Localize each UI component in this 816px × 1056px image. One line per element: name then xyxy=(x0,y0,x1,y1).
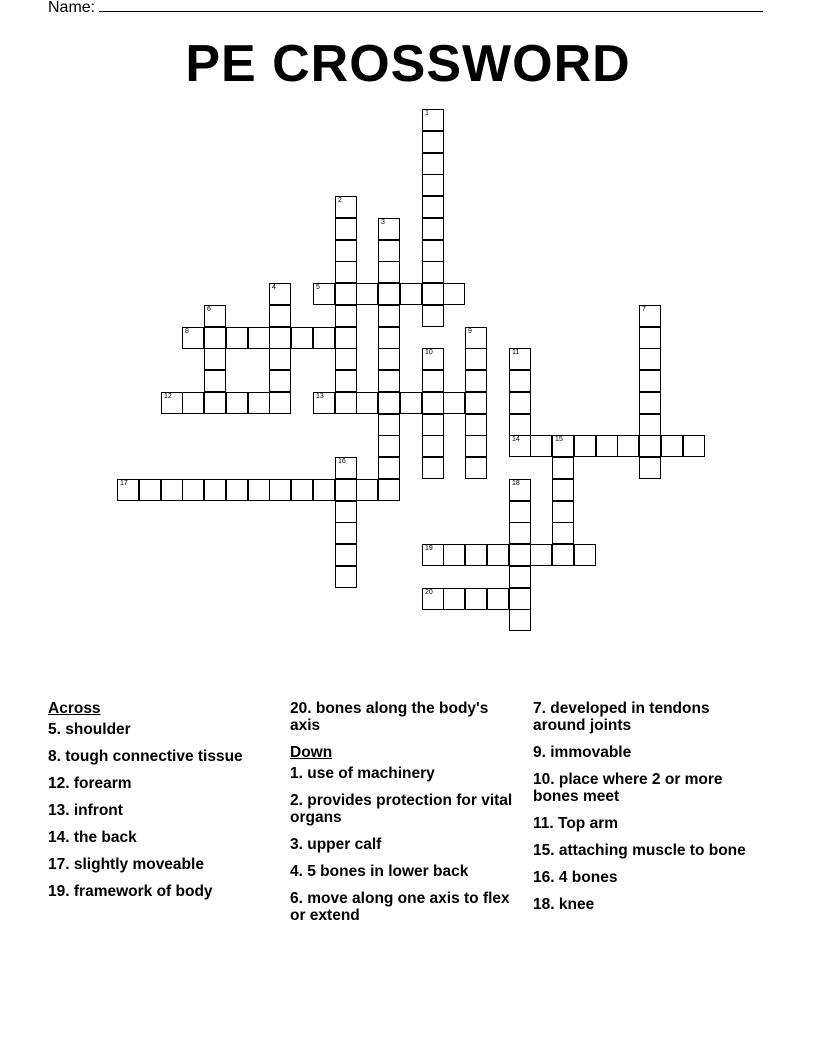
cell-number: 16 xyxy=(338,458,346,465)
grid-cell[interactable] xyxy=(269,392,291,414)
grid-cell[interactable] xyxy=(335,240,357,262)
clue-down-18: 18. knee xyxy=(533,896,595,913)
grid-cell[interactable] xyxy=(683,435,705,457)
grid-cell[interactable] xyxy=(509,348,531,370)
grid-cell[interactable] xyxy=(465,435,487,457)
grid-cell[interactable] xyxy=(422,153,444,175)
grid-cell[interactable] xyxy=(465,457,487,479)
cell-number: 10 xyxy=(425,349,433,356)
grid-cell[interactable] xyxy=(378,435,400,457)
clue-down-9: 9. immovable xyxy=(533,744,632,761)
grid-cell[interactable] xyxy=(422,370,444,392)
clue-down-1: 1. use of machinery xyxy=(290,765,435,782)
grid-cell[interactable] xyxy=(465,348,487,370)
grid-cell[interactable] xyxy=(313,283,335,305)
grid-cell[interactable] xyxy=(422,109,444,131)
grid-cell[interactable] xyxy=(443,283,465,305)
grid-cell[interactable] xyxy=(509,479,531,501)
grid-cell[interactable] xyxy=(204,392,226,414)
grid-cell[interactable] xyxy=(574,544,596,566)
cell-number: 15 xyxy=(555,436,563,443)
grid-cell[interactable] xyxy=(269,283,291,305)
clue-across-8: 8. tough connective tissue xyxy=(48,748,243,765)
cell-number: 18 xyxy=(512,480,520,487)
grid-cell[interactable] xyxy=(335,327,357,349)
grid-cell[interactable] xyxy=(422,261,444,283)
grid-cell[interactable] xyxy=(443,392,465,414)
grid-cell[interactable] xyxy=(335,261,357,283)
grid-cell[interactable] xyxy=(248,327,270,349)
clues-column-3 xyxy=(533,700,763,923)
grid-cell[interactable] xyxy=(269,370,291,392)
grid-cell[interactable] xyxy=(509,370,531,392)
grid-cell[interactable] xyxy=(639,392,661,414)
grid-cell[interactable] xyxy=(422,196,444,218)
grid-cell[interactable] xyxy=(422,218,444,240)
clue-across-19: 19. framework of body xyxy=(48,883,213,900)
grid-cell[interactable] xyxy=(422,588,444,610)
grid-cell[interactable] xyxy=(356,283,378,305)
grid-cell[interactable] xyxy=(335,479,357,501)
clue-down-10: 10. place where 2 or more bones meet xyxy=(533,771,723,805)
cell-number: 9 xyxy=(468,328,472,335)
grid-cell[interactable] xyxy=(182,479,204,501)
grid-cell[interactable] xyxy=(335,457,357,479)
cell-number: 7 xyxy=(642,306,646,313)
cell-number: 20 xyxy=(425,589,433,596)
grid-cell[interactable] xyxy=(335,305,357,327)
clue-down-4: 4. 5 bones in lower back xyxy=(290,863,469,880)
grid-cell[interactable] xyxy=(509,501,531,523)
grid-cell[interactable] xyxy=(422,174,444,196)
grid-cell[interactable] xyxy=(422,283,444,305)
grid-cell[interactable] xyxy=(269,305,291,327)
grid-cell[interactable] xyxy=(422,544,444,566)
grid-cell[interactable] xyxy=(530,544,552,566)
cell-number: 11 xyxy=(512,349,520,356)
grid-cell[interactable] xyxy=(422,392,444,414)
grid-cell[interactable] xyxy=(422,305,444,327)
grid-cell[interactable] xyxy=(335,544,357,566)
grid-cell[interactable] xyxy=(204,479,226,501)
grid-cell[interactable] xyxy=(226,327,248,349)
grid-cell[interactable] xyxy=(465,544,487,566)
clues-column-2 xyxy=(290,700,520,934)
name-label: Name: xyxy=(48,0,96,16)
cell-number: 13 xyxy=(316,393,324,400)
grid-cell[interactable] xyxy=(356,392,378,414)
grid-cell[interactable] xyxy=(509,544,531,566)
grid-cell[interactable] xyxy=(204,305,226,327)
grid-cell[interactable] xyxy=(378,392,400,414)
grid-cell[interactable] xyxy=(443,544,465,566)
grid-cell[interactable] xyxy=(378,261,400,283)
grid-cell[interactable] xyxy=(378,414,400,436)
grid-cell[interactable] xyxy=(161,392,183,414)
grid-cell[interactable] xyxy=(552,522,574,544)
cell-number: 8 xyxy=(185,328,189,335)
grid-cell[interactable] xyxy=(422,457,444,479)
grid-cell[interactable] xyxy=(226,392,248,414)
grid-cell[interactable] xyxy=(639,348,661,370)
grid-cell[interactable] xyxy=(313,479,335,501)
grid-cell[interactable] xyxy=(639,457,661,479)
grid-cell[interactable] xyxy=(378,240,400,262)
grid-cell[interactable] xyxy=(552,457,574,479)
grid-cell[interactable] xyxy=(509,522,531,544)
grid-cell[interactable] xyxy=(552,435,574,457)
grid-cell[interactable] xyxy=(117,479,139,501)
grid-cell[interactable] xyxy=(509,435,531,457)
grid-cell[interactable] xyxy=(378,479,400,501)
grid-cell[interactable] xyxy=(161,479,183,501)
cell-number: 2 xyxy=(338,197,342,204)
grid-cell[interactable] xyxy=(465,392,487,414)
grid-cell[interactable] xyxy=(422,131,444,153)
grid-cell[interactable] xyxy=(269,479,291,501)
grid-cell[interactable] xyxy=(335,522,357,544)
grid-cell[interactable] xyxy=(465,327,487,349)
cell-number: 4 xyxy=(272,284,276,291)
grid-cell[interactable] xyxy=(335,196,357,218)
grid-cell[interactable] xyxy=(182,392,204,414)
grid-cell[interactable] xyxy=(552,544,574,566)
clue-down-11: 11. Top arm xyxy=(533,815,619,832)
grid-cell[interactable] xyxy=(248,479,270,501)
grid-cell[interactable] xyxy=(509,609,531,631)
cell-number: 6 xyxy=(207,306,211,313)
grid-cell[interactable] xyxy=(422,348,444,370)
grid-cell[interactable] xyxy=(596,435,618,457)
grid-cell[interactable] xyxy=(639,370,661,392)
grid-cell[interactable] xyxy=(335,218,357,240)
grid-cell[interactable] xyxy=(378,457,400,479)
clue-down-15: 15. attaching muscle to bone xyxy=(533,842,746,859)
clue-down-3: 3. upper calf xyxy=(290,836,382,853)
grid-cell[interactable] xyxy=(356,479,378,501)
clue-across-14: 14. the back xyxy=(48,829,137,846)
grid-cell[interactable] xyxy=(204,327,226,349)
clues-column-1 xyxy=(48,700,278,910)
grid-cell[interactable] xyxy=(487,588,509,610)
grid-cell[interactable] xyxy=(509,414,531,436)
grid-cell[interactable] xyxy=(465,370,487,392)
grid-cell[interactable] xyxy=(378,348,400,370)
grid-cell[interactable] xyxy=(269,348,291,370)
cell-number: 12 xyxy=(164,393,172,400)
grid-cell[interactable] xyxy=(422,240,444,262)
grid-cell[interactable] xyxy=(639,435,661,457)
grid-cell[interactable] xyxy=(335,370,357,392)
grid-cell[interactable] xyxy=(378,283,400,305)
clue-across-13: 13. infront xyxy=(48,802,123,819)
grid-cell[interactable] xyxy=(313,392,335,414)
grid-cell[interactable] xyxy=(552,479,574,501)
clue-across-12: 12. forearm xyxy=(48,775,132,792)
cell-number: 5 xyxy=(316,284,320,291)
clue-down-16: 16. 4 bones xyxy=(533,869,618,886)
grid-cell[interactable] xyxy=(509,392,531,414)
cell-number: 19 xyxy=(425,545,433,552)
grid-cell[interactable] xyxy=(313,327,335,349)
page-title: PE CROSSWORD xyxy=(185,35,631,93)
grid-cell[interactable] xyxy=(291,479,313,501)
cell-number: 14 xyxy=(512,436,520,443)
clue-across-17: 17. slightly moveable xyxy=(48,856,204,873)
cell-number: 17 xyxy=(120,480,128,487)
grid-cell[interactable] xyxy=(509,566,531,588)
grid-cell[interactable] xyxy=(248,392,270,414)
grid-cell[interactable] xyxy=(335,566,357,588)
grid-cell[interactable] xyxy=(378,370,400,392)
grid-cell[interactable] xyxy=(226,479,248,501)
down-heading: Down xyxy=(290,744,333,761)
grid-cell[interactable] xyxy=(204,348,226,370)
grid-cell[interactable] xyxy=(530,435,552,457)
grid-cell[interactable] xyxy=(182,327,204,349)
grid-cell[interactable] xyxy=(335,283,357,305)
clue-down-2: 2. provides protection for vital organs xyxy=(290,792,513,826)
grid-cell[interactable] xyxy=(139,479,161,501)
grid-cell[interactable] xyxy=(400,283,422,305)
across-heading: Across xyxy=(48,700,101,717)
clue-down-7: 7. developed in tendons around joints xyxy=(533,700,710,734)
grid-cell[interactable] xyxy=(400,392,422,414)
clue-across-20: 20. bones along the body's axis xyxy=(290,700,489,734)
grid-cell[interactable] xyxy=(378,327,400,349)
grid-cell[interactable] xyxy=(617,435,639,457)
grid-cell[interactable] xyxy=(204,370,226,392)
grid-cell[interactable] xyxy=(661,435,683,457)
grid-cell[interactable] xyxy=(291,327,313,349)
grid-cell[interactable] xyxy=(574,435,596,457)
grid-cell[interactable] xyxy=(465,588,487,610)
grid-cell[interactable] xyxy=(378,305,400,327)
clue-across-5: 5. shoulder xyxy=(48,721,131,738)
grid-cell[interactable] xyxy=(335,501,357,523)
grid-cell[interactable] xyxy=(509,588,531,610)
grid-cell[interactable] xyxy=(487,544,509,566)
cell-number: 3 xyxy=(381,219,385,226)
grid-cell[interactable] xyxy=(335,348,357,370)
grid-cell[interactable] xyxy=(552,501,574,523)
grid-cell[interactable] xyxy=(378,218,400,240)
grid-cell[interactable] xyxy=(422,414,444,436)
grid-cell[interactable] xyxy=(639,305,661,327)
grid-cell[interactable] xyxy=(639,327,661,349)
grid-cell[interactable] xyxy=(465,414,487,436)
cell-number: 1 xyxy=(425,110,429,117)
grid-cell[interactable] xyxy=(443,588,465,610)
grid-cell[interactable] xyxy=(269,327,291,349)
clue-down-6: 6. move along one axis to flex or extend xyxy=(290,890,510,924)
grid-cell[interactable] xyxy=(639,414,661,436)
grid-cell[interactable] xyxy=(422,435,444,457)
grid-cell[interactable] xyxy=(335,392,357,414)
